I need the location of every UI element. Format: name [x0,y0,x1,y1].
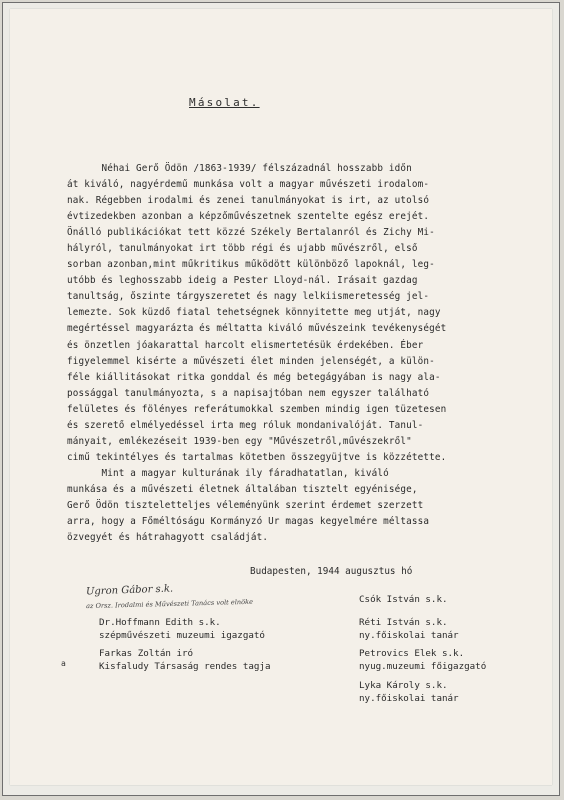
body-line: utóbb és leghosszabb ideig a Pester Lloyd-nál. Irásait gazdag [67,275,418,287]
body-line: özvegyét és hátrahagyott családját. [67,532,269,544]
document-body [67,161,519,546]
signatory-right-4 [359,679,459,705]
signatory-right-3 [359,647,486,673]
body-line: féle kiállitásokat ritka gonddal és még betegágyában is nagy ala- [67,371,441,383]
signatory-title: ny.főiskolai tanár [359,630,459,641]
signatory-left-1 [99,616,265,642]
margin-mark: a [61,659,66,668]
document-title: Másolat. [189,96,260,109]
signatory-name: Réti István s.k. [359,617,448,628]
body-line: Mint a magyar kulturának ily fáradhatatlan, kiváló [67,467,389,479]
signatory-title: szépművészeti muzeumi igazgató [99,630,265,641]
signatory-name: Csók István s.k. [359,594,448,605]
body-line: nak. Régebben irodalmi és zenei tanulmányokat is irt, az utolsó [67,195,430,207]
body-line: mányait, emlékezéseit 1939-ben egy "Művészetről,művészekről" [67,435,412,447]
signatory-name: Farkas Zoltán iró [99,648,194,659]
body-line: munkása és a művészeti életnek általában tisztelt egyénisége, [67,483,418,495]
signatory-title: ny.főiskolai tanár [359,693,459,704]
body-line: Gerő Ödön tiszteletteljes véleményünk szerint érdemet szerzett [67,499,424,511]
signatory-title: Kisfaludy Társaság rendes tagja [99,661,271,672]
signatory-name: Lyka Károly s.k. [359,680,448,691]
body-line: possággal tanulmányozta, s a napisajtóban nem egyszer található [67,387,430,399]
body-line: cimű tekintélyes és tartalmas kötetben összegyüjtve is közzétette. [67,451,447,463]
signatory-name: Dr.Hoffmann Edith s.k. [99,617,221,628]
place-date: Budapesten, 1944 augusztus hó [250,566,413,577]
signatory-right-1 [359,593,448,606]
body-line: Önálló publikációkat tett közzé Székely Bertalanról és Zichy Mi- [67,227,435,239]
body-line: át kiváló, nagyérdemű munkása volt a magyar művészeti irodalom- [67,179,430,191]
body-line: lemezte. Sok küzdő fiatal tehetségnek könnyitette meg utját, nagy [67,307,441,319]
body-line: hályról, tanulmányokat irt több régi és ujabb művészről, első [67,243,418,255]
body-line: Néhai Gerő Ödön /1863-1939/ félszázadnál hosszabb időn [67,163,412,174]
signatory-title: nyug.muzeumi főigazgató [359,661,487,672]
body-line: évtizedekben azonban a képzőművészetnek szentelte egész erejét. [67,211,430,223]
signatory-right-2 [359,616,459,642]
body-line: arra, hogy a Főméltóságu Kormányzó Ur magas kegyelmére méltassa [67,516,430,528]
signatory-name: Petrovics Elek s.k. [359,648,465,659]
body-line: figyelemmel kisérte a művészeti élet minden jelenségét, a külön- [67,355,435,367]
handwritten-signature: Ugron Gábor s.k. [85,583,174,598]
body-line: sorban azonban,mint műkritikus működött különböző lapoknál, leg- [67,259,435,271]
body-line: tanultság, őszinte tárgyszeretet és nagy lelkiismeretesség jel- [67,291,430,303]
body-line: és önzetlen jóakarattal harcolt elismertetésük érdekében. Éber [67,339,424,351]
body-line: megértéssel magyarázta és méltatta kiváló művészeink tevékenységét [67,323,447,335]
handwritten-note: az Orsz. Irodalmi és Művészeti Tanács volt elnöke [85,597,254,611]
body-line: felületes és fölényes referátumokkal szemben mindig igen tüzetesen [67,403,447,415]
signatory-left-2 [99,647,270,673]
body-line: és szerető elmélyedéssel irta meg róluk mondanivalóját. Tanul- [67,419,424,431]
